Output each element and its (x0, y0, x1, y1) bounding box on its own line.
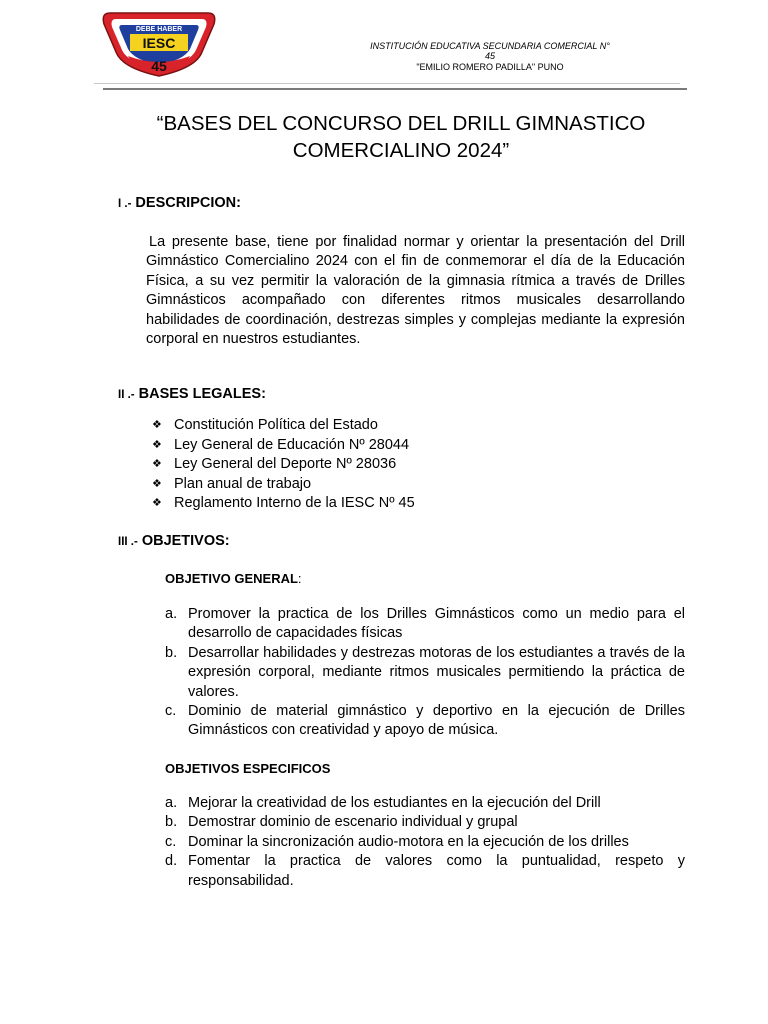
header-divider-thin (94, 83, 680, 84)
specific-objectives-heading: OBJETIVOS ESPECIFICOS (165, 761, 331, 776)
section-title: DESCRIPCION: (135, 195, 241, 211)
list-item: b. Desarrollar habilidades y destrezas motoras de los estudiantes a través de la expresión corporal, mediante ritmos musicales permitiendo la práctica de valores. (165, 644, 685, 700)
list-item: c. Dominio de material gimnástico y deportivo en la ejecución de Drilles Gimnásticos con creatividad y apoyo de música. (165, 703, 685, 739)
legal-bases-list (152, 416, 415, 514)
general-objectives-list (165, 605, 685, 741)
section-heading-objetivos (118, 533, 230, 549)
document-title (118, 110, 684, 164)
section-number: II .- (118, 389, 135, 401)
list-item: ❖ Reglamento Interno de la IESC Nº 45 (152, 494, 415, 514)
list-item: ❖ Plan anual de trabajo (152, 475, 415, 495)
diamond-bullet-icon: ❖ (152, 477, 162, 490)
section-title: BASES LEGALES: (138, 386, 266, 402)
title-line-1: “BASES DEL CONCURSO DEL DRILL GIMNASTICO (156, 112, 646, 135)
section-heading-descripcion (118, 195, 241, 211)
institution-name: INSTITUCIÓN EDUCATIVA SECUNDARIA COMERCIAL N° 45 (370, 41, 610, 61)
list-item: c. Dominar la sincronización audio-motora en la ejecución de los drilles (165, 833, 629, 850)
title-line-2: COMERCIALINO 2024” (292, 139, 510, 162)
section-number: III .- (118, 536, 138, 548)
list-item: ❖ Ley General del Deporte Nº 28036 (152, 455, 415, 475)
diamond-bullet-icon: ❖ (152, 419, 162, 431)
description-paragraph: La presente base, tiene por finalidad normar y orientar la presentación del Drill Gimnástico Comercialino 2024 con el fin de conmemorar el día de la Educación Física, a su vez permitir la valoración de la gimnasia rítmica a través de Drilles Gimnásticos acompañado con diferentes ritmos musicales desarrollando habilidades de coordinación, destrezas simples y complejas mediante la expresión corporal en nuestros estudiantes. (146, 234, 685, 348)
school-shield-logo (98, 8, 220, 78)
svg-text:IESC: IESC (142, 35, 176, 51)
section-title: OBJETIVOS: (141, 533, 230, 549)
list-item: a. Promover la practica de los Drilles Gimnásticos como un medio para el desarrollo de capacidades físicas (165, 606, 685, 642)
list-item: d. Fomentar la practica de valores como la puntualidad, respeto y responsabilidad. (165, 853, 685, 889)
list-item: b. Demostrar dominio de escenario individual y grupal (165, 814, 518, 831)
general-objective-heading: OBJETIVO GENERAL: (165, 571, 302, 586)
diamond-bullet-icon: ❖ (152, 438, 162, 451)
list-item: ❖ Ley General de Educación Nº 28044 (152, 436, 415, 456)
list-item: ❖ Constitución Política del Estado (152, 416, 415, 436)
svg-text:45: 45 (151, 58, 167, 74)
specific-objectives-list (165, 794, 685, 891)
svg-text:DEBE HABER: DEBE HABER (135, 26, 183, 33)
header-divider-thick (103, 88, 687, 90)
school-name: "EMILIO ROMERO PADILLA" PUNO (416, 62, 564, 72)
diamond-bullet-icon: ❖ (152, 458, 162, 471)
section-heading-bases-legales (118, 386, 266, 402)
section-number: I .- (118, 198, 132, 210)
diamond-bullet-icon: ❖ (152, 497, 162, 510)
list-item: a. Mejorar la creatividad de los estudiantes en la ejecución del Drill (165, 795, 601, 811)
